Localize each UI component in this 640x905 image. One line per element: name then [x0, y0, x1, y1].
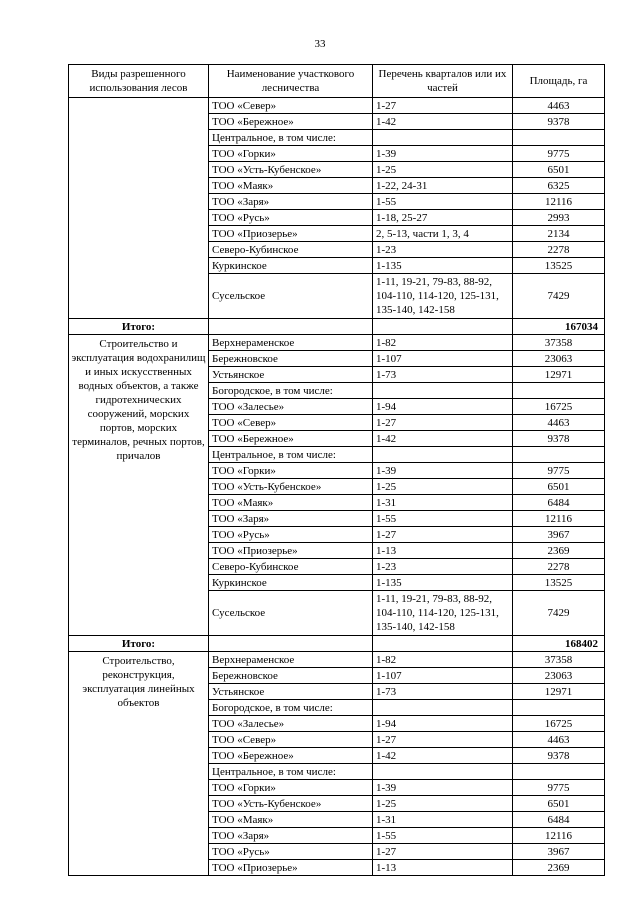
quarters-cell: 1-82 — [373, 335, 513, 351]
quarters-cell: 1-42 — [373, 114, 513, 130]
forestry-name-cell: ТОО «Приозерье» — [209, 226, 373, 242]
forestry-name-cell: Куркинское — [209, 575, 373, 591]
table-row — [69, 335, 605, 351]
area-cell: 3967 — [513, 844, 605, 860]
quarters-cell: 1-135 — [373, 575, 513, 591]
area-cell: 6325 — [513, 178, 605, 194]
forestry-name-cell: Верхнераменское — [209, 652, 373, 668]
area-cell: 23063 — [513, 351, 605, 367]
quarters-cell: 1-27 — [373, 844, 513, 860]
area-cell: 12971 — [513, 684, 605, 700]
forestry-name-cell: Северо-Кубинское — [209, 559, 373, 575]
forestry-name-cell: Сусельское — [209, 591, 373, 636]
area-cell: 4463 — [513, 732, 605, 748]
page-number: 33 — [314, 38, 326, 50]
forestry-name-cell: Богородское, в том числе: — [209, 700, 373, 716]
total-row — [69, 636, 605, 652]
area-cell — [513, 700, 605, 716]
forestry-name-cell: ТОО «Север» — [209, 732, 373, 748]
quarters-cell: 1-42 — [373, 431, 513, 447]
forestry-name-cell: ТОО «Русь» — [209, 210, 373, 226]
quarters-cell: 1-11, 19-21, 79-83, 88-92, 104-110, 114-120, 125-131, 135-140, 142-158 — [373, 591, 513, 636]
area-cell: 12116 — [513, 828, 605, 844]
quarters-cell — [373, 447, 513, 463]
total-empty-cell — [209, 319, 373, 335]
quarters-cell: 1-27 — [373, 527, 513, 543]
quarters-cell: 1-55 — [373, 828, 513, 844]
area-cell: 16725 — [513, 399, 605, 415]
header-quarters-list: Перечень кварталов или их частей — [373, 65, 513, 98]
forest-use-type-cell — [69, 98, 209, 319]
total-row — [69, 319, 605, 335]
total-label: Итого: — [69, 636, 209, 652]
header-area-ha: Площадь, га — [513, 65, 605, 98]
forestry-name-cell: ТОО «Русь» — [209, 527, 373, 543]
area-cell: 4463 — [513, 98, 605, 114]
quarters-cell: 1-13 — [373, 860, 513, 876]
total-empty-cell — [373, 636, 513, 652]
quarters-cell: 1-27 — [373, 732, 513, 748]
header-forestry-name: Наименование участкового лесничества — [209, 65, 373, 98]
area-cell — [513, 383, 605, 399]
table-row — [69, 652, 605, 668]
quarters-cell: 1-11, 19-21, 79-83, 88-92, 104-110, 114-120, 125-131, 135-140, 142-158 — [373, 274, 513, 319]
area-cell: 2278 — [513, 559, 605, 575]
forestry-name-cell: Бережновское — [209, 351, 373, 367]
forestry-name-cell: Центральное, в том числе: — [209, 447, 373, 463]
quarters-cell: 1-25 — [373, 479, 513, 495]
total-label: Итого: — [69, 319, 209, 335]
area-cell: 3967 — [513, 527, 605, 543]
quarters-cell: 1-18, 25-27 — [373, 210, 513, 226]
area-cell: 6501 — [513, 479, 605, 495]
quarters-cell: 1-94 — [373, 716, 513, 732]
forestry-name-cell: ТОО «Усть-Кубенское» — [209, 479, 373, 495]
forestry-name-cell: Верхнераменское — [209, 335, 373, 351]
quarters-cell — [373, 130, 513, 146]
area-cell: 23063 — [513, 668, 605, 684]
forestry-name-cell: Сусельское — [209, 274, 373, 319]
area-cell: 9775 — [513, 463, 605, 479]
area-cell: 4463 — [513, 415, 605, 431]
quarters-cell: 1-31 — [373, 495, 513, 511]
area-cell: 37358 — [513, 652, 605, 668]
quarters-cell: 1-39 — [373, 780, 513, 796]
forestry-name-cell: ТОО «Горки» — [209, 780, 373, 796]
quarters-cell: 1-31 — [373, 812, 513, 828]
area-cell: 12116 — [513, 194, 605, 210]
quarters-cell: 2, 5-13, части 1, 3, 4 — [373, 226, 513, 242]
forest-use-type-cell: Строительство и эксплуатация водохранилищ и иных искусственных водных объектов, а также гидротехнических сооружений, морских портов, морских терминалов, речных портов, причалов — [69, 335, 209, 636]
area-cell: 9378 — [513, 748, 605, 764]
area-cell: 16725 — [513, 716, 605, 732]
forestry-name-cell: Богородское, в том числе: — [209, 383, 373, 399]
area-cell: 6501 — [513, 796, 605, 812]
quarters-cell: 1-22, 24-31 — [373, 178, 513, 194]
forestry-name-cell: ТОО «Бережное» — [209, 748, 373, 764]
forestry-name-cell: ТОО «Приозерье» — [209, 860, 373, 876]
area-cell: 9378 — [513, 431, 605, 447]
table-body — [69, 98, 605, 876]
quarters-cell: 1-107 — [373, 351, 513, 367]
forestry-name-cell: Устьянское — [209, 367, 373, 383]
quarters-cell: 1-23 — [373, 559, 513, 575]
forestry-name-cell: Центральное, в том числе: — [209, 130, 373, 146]
quarters-cell — [373, 764, 513, 780]
quarters-cell: 1-27 — [373, 98, 513, 114]
quarters-cell: 1-39 — [373, 146, 513, 162]
quarters-cell: 1-73 — [373, 367, 513, 383]
total-empty-cell — [373, 319, 513, 335]
forestry-name-cell: ТОО «Бережное» — [209, 114, 373, 130]
quarters-cell: 1-25 — [373, 162, 513, 178]
forestry-name-cell: ТОО «Бережное» — [209, 431, 373, 447]
forestry-name-cell: ТОО «Заря» — [209, 194, 373, 210]
forestry-name-cell: ТОО «Заря» — [209, 828, 373, 844]
forestry-name-cell: ТОО «Заря» — [209, 511, 373, 527]
forestry-name-cell: ТОО «Приозерье» — [209, 543, 373, 559]
forestry-name-cell: Куркинское — [209, 258, 373, 274]
forestry-name-cell: ТОО «Север» — [209, 415, 373, 431]
forestry-name-cell: ТОО «Залесье» — [209, 716, 373, 732]
quarters-cell: 1-25 — [373, 796, 513, 812]
forestry-name-cell: ТОО «Горки» — [209, 463, 373, 479]
forestry-name-cell: ТОО «Маяк» — [209, 812, 373, 828]
quarters-cell — [373, 700, 513, 716]
area-cell: 2134 — [513, 226, 605, 242]
area-cell: 7429 — [513, 591, 605, 636]
quarters-cell: 1-94 — [373, 399, 513, 415]
table-header-row — [69, 65, 605, 98]
forest-use-type-cell: Строительство, реконструкция, эксплуатация линейных объектов — [69, 652, 209, 876]
forestry-name-cell: ТОО «Маяк» — [209, 495, 373, 511]
area-cell: 9378 — [513, 114, 605, 130]
quarters-cell: 1-23 — [373, 242, 513, 258]
header-forest-use-type: Виды разрешенного использования лесов — [69, 65, 209, 98]
quarters-cell: 1-27 — [373, 415, 513, 431]
area-cell: 6484 — [513, 812, 605, 828]
total-value: 168402 — [513, 636, 605, 652]
area-cell: 6501 — [513, 162, 605, 178]
area-cell: 6484 — [513, 495, 605, 511]
area-cell — [513, 130, 605, 146]
area-cell — [513, 764, 605, 780]
quarters-cell: 1-55 — [373, 511, 513, 527]
area-cell: 2369 — [513, 860, 605, 876]
forestry-name-cell: ТОО «Русь» — [209, 844, 373, 860]
forestry-name-cell: Северо-Кубинское — [209, 242, 373, 258]
forestry-name-cell: Бережновское — [209, 668, 373, 684]
area-cell: 2993 — [513, 210, 605, 226]
forestry-name-cell: ТОО «Горки» — [209, 146, 373, 162]
area-cell: 13525 — [513, 258, 605, 274]
quarters-cell: 1-82 — [373, 652, 513, 668]
quarters-cell: 1-107 — [373, 668, 513, 684]
table-row — [69, 98, 605, 114]
area-cell: 7429 — [513, 274, 605, 319]
area-cell — [513, 447, 605, 463]
forestry-name-cell: Центральное, в том числе: — [209, 764, 373, 780]
quarters-cell: 1-73 — [373, 684, 513, 700]
forestry-name-cell: ТОО «Залесье» — [209, 399, 373, 415]
area-cell: 9775 — [513, 780, 605, 796]
area-cell: 2278 — [513, 242, 605, 258]
area-cell: 2369 — [513, 543, 605, 559]
total-empty-cell — [209, 636, 373, 652]
area-cell: 12971 — [513, 367, 605, 383]
forestry-name-cell: ТОО «Усть-Кубенское» — [209, 796, 373, 812]
total-value: 167034 — [513, 319, 605, 335]
area-cell: 13525 — [513, 575, 605, 591]
quarters-cell: 1-135 — [373, 258, 513, 274]
forestry-name-cell: ТОО «Усть-Кубенское» — [209, 162, 373, 178]
forestry-name-cell: Устьянское — [209, 684, 373, 700]
quarters-cell: 1-39 — [373, 463, 513, 479]
quarters-cell: 1-42 — [373, 748, 513, 764]
quarters-cell: 1-13 — [373, 543, 513, 559]
forest-use-table — [68, 64, 605, 876]
forestry-name-cell: ТОО «Север» — [209, 98, 373, 114]
area-cell: 12116 — [513, 511, 605, 527]
area-cell: 9775 — [513, 146, 605, 162]
forestry-name-cell: ТОО «Маяк» — [209, 178, 373, 194]
quarters-cell — [373, 383, 513, 399]
area-cell: 37358 — [513, 335, 605, 351]
quarters-cell: 1-55 — [373, 194, 513, 210]
